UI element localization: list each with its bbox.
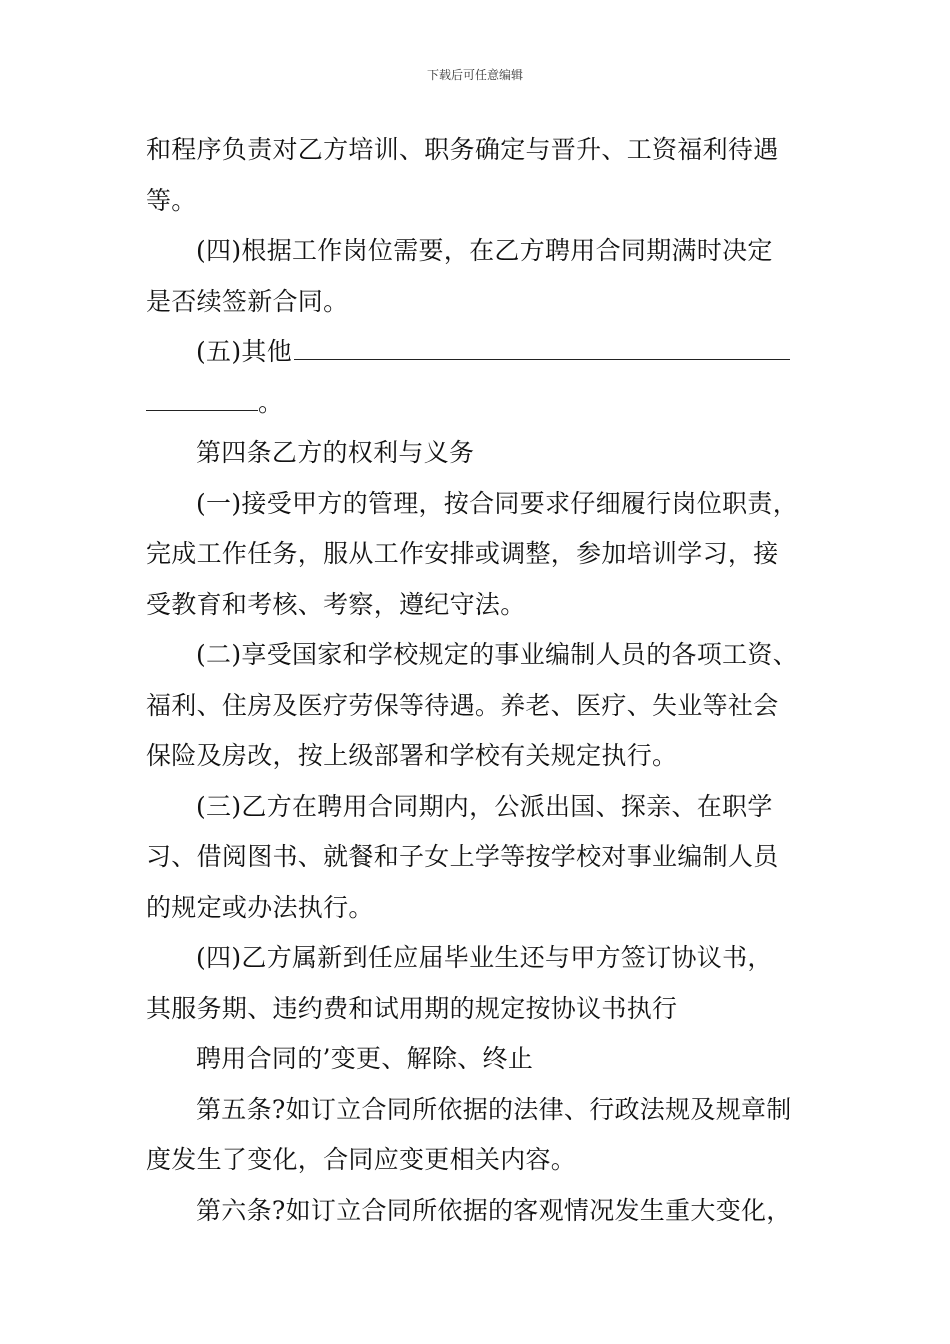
text-line: 习、借阅图书、就餐和子女上学等按学校对事业编制人员 — [146, 842, 779, 871]
blank-continuation-line — [146, 378, 811, 429]
other-clause-line — [146, 327, 811, 378]
text-line: 是否续签新合同。 — [146, 286, 349, 316]
document-body — [146, 125, 811, 1236]
paragraph-start: (四)乙方属新到任应届毕业生还与甲方签订协议书， — [196, 943, 773, 972]
text-line: 完成工作任务，服从工作安排或调整，参加培训学习，接 — [146, 539, 779, 568]
other-clause-label: (五)其他 — [196, 337, 293, 366]
paragraph-start: (四)根据工作岗位需要，在乙方聘用合同期满时决定 — [196, 236, 773, 265]
text-line: 度发生了变化，合同应变更相关内容。 — [146, 1145, 577, 1174]
paragraph-start: 第五条?如订立合同所依据的法律、行政法规及规章制 — [196, 1094, 792, 1124]
text-line: 受教育和考核、考察，遵纪守法。 — [146, 589, 526, 619]
text-line: 的规定或办法执行。 — [146, 892, 374, 922]
paragraph-start: (一)接受甲方的管理，按合同要求仔细履行岗位职责， — [196, 488, 799, 518]
paragraph-start: 第六条?如订立合同所依据的客观情况发生重大变化， — [196, 1195, 792, 1225]
section-heading: 聘用合同的’变更、解除、终止 — [196, 1044, 534, 1073]
text-line: 和程序负责对乙方培训、职务确定与晋升、工资福利待遇 — [146, 135, 779, 164]
fill-in-blank — [146, 382, 258, 411]
fill-in-blank — [294, 331, 790, 360]
paragraph-start: (三)乙方在聘用合同期内，公派出国、探亲、在职学 — [196, 791, 773, 821]
text-line: 等。 — [146, 185, 197, 215]
period-mark: 。 — [258, 387, 284, 417]
text-line: 其服务期、违约费和试用期的规定按协议书执行 — [146, 993, 678, 1023]
text-line: 保险及房改，按上级部署和学校有关规定执行。 — [146, 741, 678, 770]
page-header: 下载后可任意编辑 — [426, 68, 523, 82]
text-line: 福利、住房及医疗劳保等待遇。养老、医疗、失业等社会 — [146, 690, 779, 720]
section-heading: 第四条乙方的权利与义务 — [196, 438, 475, 467]
paragraph-start: (二)享受国家和学校规定的事业编制人员的各项工资、 — [196, 640, 799, 669]
